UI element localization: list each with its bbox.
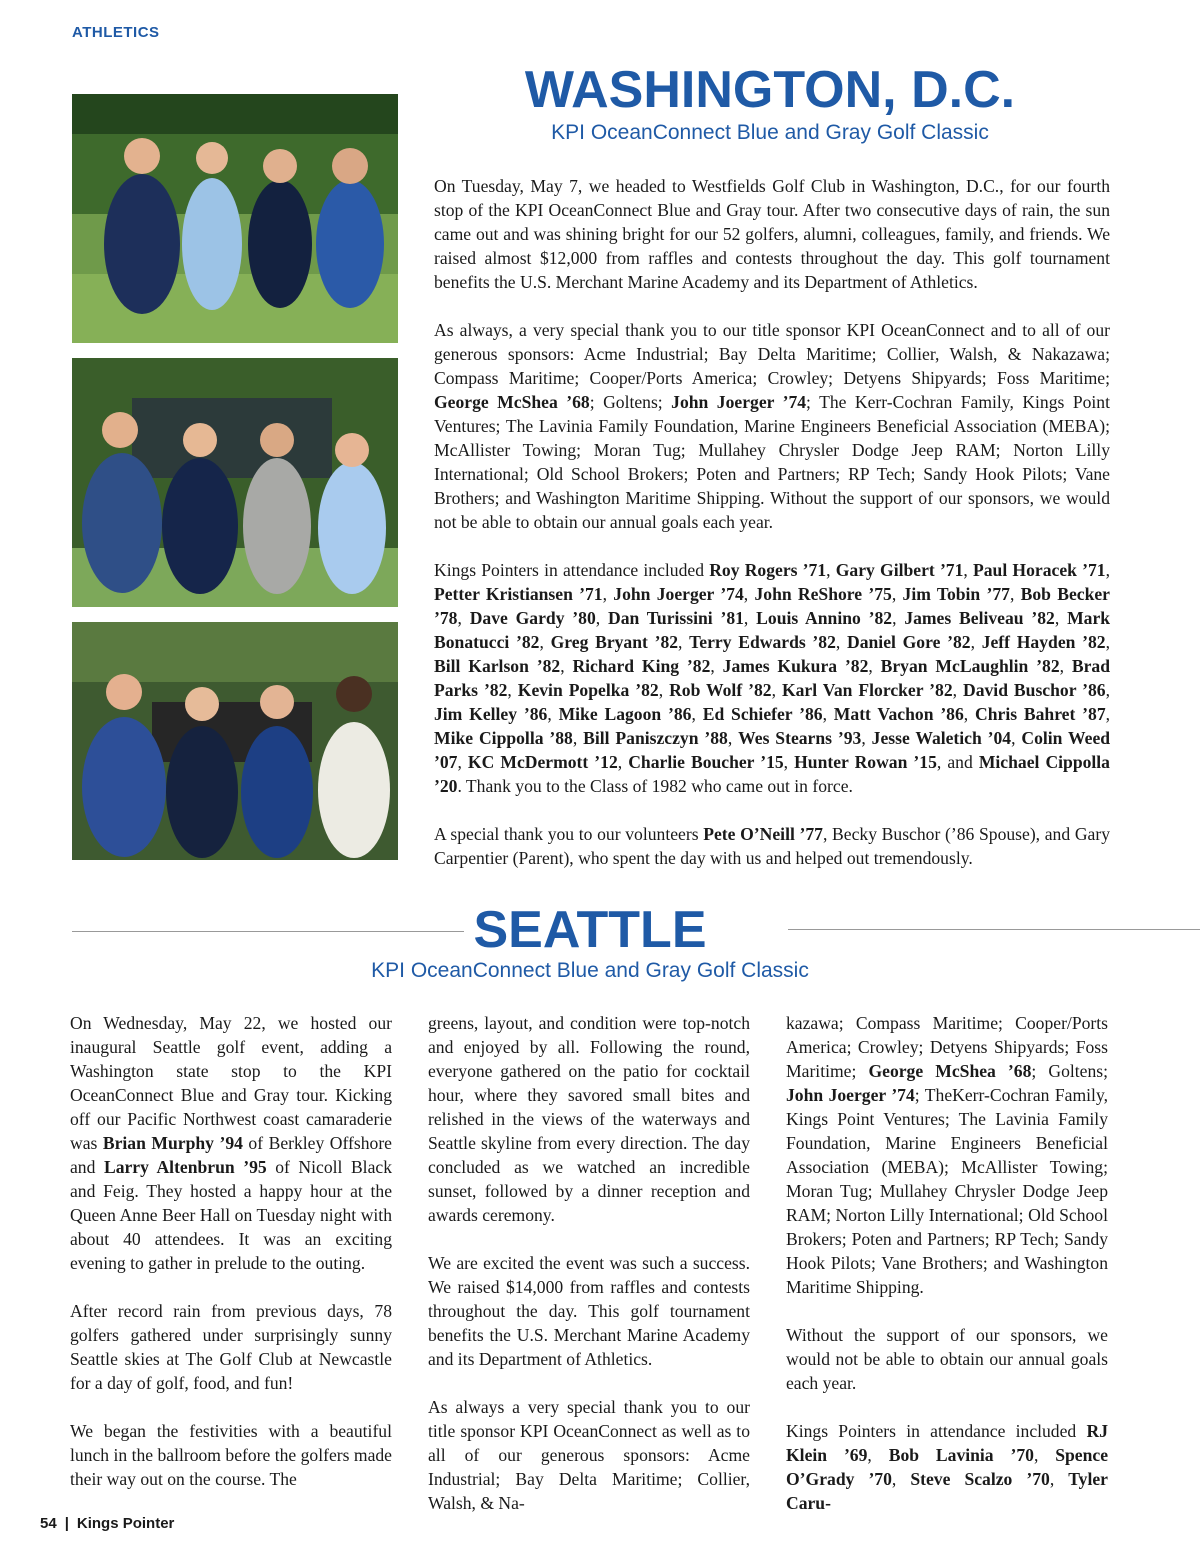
text-run: , <box>507 680 518 700</box>
text-run: , <box>547 704 559 724</box>
name-highlight: Matt Vachon ’86 <box>833 704 964 724</box>
name-highlight: Kevin Popelka ’82 <box>517 680 659 700</box>
text-run: , <box>743 584 755 604</box>
name-highlight: Bob Lavinia ’70 <box>888 1445 1034 1465</box>
text-run: kazawa; Compass Maritime; Cooper/Ports America; Crowley; Detyens Shipyards; Foss Maritime; <box>786 1013 1108 1081</box>
text-run: We are excited the event was such a success. We raised $14,000 from raffles and contests throughout the day. This golf tournament benefits the U.S. Merchant Marine Academy and its Department of Athletics. <box>428 1253 750 1369</box>
text-run: , <box>595 608 608 628</box>
text-run: greens, layout, and condition were top-notch and enjoyed by all. Following the round, everyone gathered on the patio for cocktail hour, where they savored small bites and relished in the views of the waterways and Seattle skyline from every direction. The day concluded as we watched an incredible sunset, followed by a dinner reception and awards ceremony. <box>428 1013 750 1225</box>
page-footer <box>40 1515 174 1532</box>
text-run: , <box>1059 656 1072 676</box>
name-highlight: Roy Rogers ’71 <box>709 560 827 580</box>
text-run: , <box>1009 584 1021 604</box>
name-highlight: Terry Edwards ’82 <box>689 632 836 652</box>
text-run: , <box>822 704 834 724</box>
text-run: As always, a very special thank you to our title sponsor KPI OceanConnect and to all of our generous sponsors: Acme Industrial; Bay Delta Maritime; Collier, Walsh, & Nakazawa; Compass Maritime; Cooper/Ports America; Crowley; Detyens Shipyards; Foss Maritime; <box>434 320 1110 388</box>
text-run: , <box>560 656 573 676</box>
dc-paragraph-2 <box>434 318 1110 534</box>
publication-name: Kings Pointer <box>76 1515 175 1532</box>
name-highlight: Bryan McLaughlin ’82 <box>880 656 1060 676</box>
dc-paragraph-1: On Tuesday, May 7, we headed to Westfields Golf Club in Washington, D.C., for our fourth stop of the KPI OceanConnect Blue and Gray tour. After two consecutive days of rain, the sun came out and was shining bright for our 52 golfers, alumni, colleagues, family, and friends. We raised almost $12,000 from raffles and contests throughout the day. This golf tournament benefits the U.S. Merchant Marine Academy and its Department of Athletics. <box>434 176 1110 292</box>
text-run: , <box>970 632 982 652</box>
dc-paragraph-4 <box>434 822 1110 870</box>
text-run: Kings Pointers in attendance included <box>786 1421 1087 1441</box>
text-run: , <box>892 608 905 628</box>
name-highlight: Steve Scalzo ’70 <box>910 1469 1050 1489</box>
page-number: 54 <box>40 1515 57 1532</box>
column-paragraph <box>70 1011 392 1275</box>
name-highlight: George McShea ’68 <box>434 392 590 412</box>
text-run: , <box>867 1445 889 1465</box>
text-run: , <box>861 728 872 748</box>
text-run: , <box>539 632 551 652</box>
name-highlight: Jim Tobin ’77 <box>902 584 1010 604</box>
text-run: , <box>783 752 795 772</box>
column-paragraph <box>786 1323 1108 1395</box>
text-run: , <box>868 656 881 676</box>
name-highlight: Paul Horacek ’71 <box>973 560 1106 580</box>
text-run: , <box>771 680 782 700</box>
name-highlight: Mike Lagoon ’86 <box>558 704 692 724</box>
text-run: ; Goltens; <box>589 392 672 412</box>
name-highlight: Brian Murphy ’94 <box>102 1133 243 1153</box>
name-highlight: Daniel Gore ’82 <box>847 632 971 652</box>
name-highlight: Jim Kelley ’86 <box>434 704 548 724</box>
column-paragraph <box>786 1011 1108 1299</box>
column-paragraph <box>70 1299 392 1395</box>
name-highlight: Charlie Boucher ’15 <box>628 752 784 772</box>
text-run: , <box>891 1469 911 1489</box>
text-run: Kings Pointers in attendance included <box>434 560 710 580</box>
section-label: ATHLETICS <box>72 24 160 41</box>
footer-separator: | <box>64 1515 69 1532</box>
golfers-photo-2 <box>72 358 398 607</box>
text-run: , <box>602 584 614 604</box>
text-run: , <box>727 728 739 748</box>
text-run: We began the festivities with a beautiful lunch in the ballroom before the golfers made their way out on the course. The <box>70 1421 392 1489</box>
column-paragraph <box>786 1419 1108 1515</box>
dc-title: WASHINGTON, D.C. <box>524 61 1016 119</box>
golfers-photo-1 <box>72 94 398 343</box>
name-highlight: Richard King ’82 <box>572 656 711 676</box>
text-run: , Becky Buschor (’86 Spouse), and Gary Carpentier (Parent), who spent the day with us and helped out tremendously. <box>434 824 1110 868</box>
seattle-column-3 <box>786 1011 1108 1515</box>
name-highlight: David Buschor ’86 <box>963 680 1106 700</box>
name-highlight: Wes Stearns ’93 <box>738 728 862 748</box>
seattle-title: SEATTLE <box>473 901 707 959</box>
text-run: , <box>658 680 670 700</box>
text-run: , <box>710 656 723 676</box>
name-highlight: Bob Becker ’78 <box>434 584 1110 628</box>
text-run: On Wednesday, May 22, we hosted our inaugural Seattle golf event, adding a Washington state stop to the KPI OceanConnect Blue and Gray tour. Kicking off our Pacific Northwest coast camaraderie was <box>70 1013 392 1153</box>
name-highlight: Bill Paniszczyn ’88 <box>583 728 728 748</box>
text-run: , <box>1049 1469 1069 1489</box>
name-highlight: Hunter Rowan ’15 <box>794 752 937 772</box>
text-run: , <box>963 560 974 580</box>
dc-subtitle: KPI OceanConnect Blue and Gray Golf Classic <box>551 121 989 144</box>
name-highlight: KC McDermott ’12 <box>467 752 618 772</box>
text-run: , <box>457 608 470 628</box>
name-highlight: Chris Bahret ’87 <box>975 704 1106 724</box>
name-highlight: Jesse Waletich ’04 <box>871 728 1012 748</box>
name-highlight: John Joerger ’74 <box>613 584 744 604</box>
name-highlight: Michael Cippolla ’20 <box>434 752 1110 796</box>
name-highlight: John Joerger ’74 <box>786 1085 915 1105</box>
name-highlight: Petter Kristiansen ’71 <box>434 584 603 604</box>
text-run: , <box>1011 728 1022 748</box>
text-run: , <box>835 632 848 652</box>
name-highlight: Pete O’Neill ’77 <box>703 824 823 844</box>
dc-article <box>434 174 1110 870</box>
text-run: of Berkley Offshore and <box>70 1133 392 1177</box>
text-run: A special thank you to our volunteers <box>434 824 704 844</box>
name-highlight: John ReShore ’75 <box>754 584 892 604</box>
text-run: As always a very special thank you to our title sponsor KPI OceanConnect as well as to all of our generous sponsors: Acme Industrial; Bay Delta Maritime; Collier, Walsh, & Na- <box>428 1397 750 1513</box>
text-run: , <box>963 704 976 724</box>
name-highlight: Louis Annino ’82 <box>756 608 893 628</box>
text-run: , <box>1105 704 1111 724</box>
text-run: , <box>691 704 703 724</box>
text-run: , <box>826 560 836 580</box>
name-highlight: Colin Weed ’07 <box>434 728 1111 772</box>
text-run: , <box>1054 608 1068 628</box>
text-run: of Nicoll Black and Feig. They hosted a happy hour at the Queen Anne Beer Hall on Tuesday night with about 40 attendees. It was an exciting evening to gather in prelude to the outing. <box>70 1157 392 1273</box>
text-run: , <box>1105 632 1110 652</box>
text-run: ; Goltens; <box>1031 1061 1108 1081</box>
name-highlight: Mike Cippolla ’88 <box>434 728 573 748</box>
name-highlight: John Joerger ’74 <box>671 392 807 412</box>
golfers-photo-3 <box>72 622 398 860</box>
name-highlight: Larry Altenbrun ’95 <box>103 1157 267 1177</box>
text-run: , <box>457 752 468 772</box>
divider-left <box>72 931 464 932</box>
column-paragraph <box>428 1251 750 1371</box>
dc-paragraph-3 <box>434 558 1110 798</box>
column-paragraph <box>70 1419 392 1491</box>
name-highlight: Dan Turissini ’81 <box>608 608 744 628</box>
text-run: , <box>743 608 757 628</box>
name-highlight: Rob Wolf ’82 <box>669 680 772 700</box>
name-highlight: Brad Parks ’82 <box>434 656 1111 700</box>
seattle-column-1 <box>70 1011 392 1491</box>
text-run: . Thank you to the Class of 1982 who came out in force. <box>457 776 853 796</box>
name-highlight: George McShea ’68 <box>868 1061 1032 1081</box>
text-run: , <box>572 728 584 748</box>
text-run: , <box>891 584 903 604</box>
name-highlight: Bill Karlson ’82 <box>434 656 561 676</box>
seattle-subtitle: KPI OceanConnect Blue and Gray Golf Classic <box>371 959 809 982</box>
name-highlight: James Kukura ’82 <box>722 656 869 676</box>
name-highlight: RJ Klein ’69 <box>786 1421 1108 1465</box>
text-run: ; The Kerr-Cochran Family, Kings Point Ventures; The Lavinia Family Foundation, Marine Engineers Beneficial Association (MEBA); McAllister Towing; Moran Tug; Mullahey Chrysler Dodge Jeep RAM; Norton Lilly International; Old School Brokers; Poten and Partners; RP Tech; Sandy Hook Pilots; Vane Brothers; and Washington Maritime Shipping. Without the support of our sponsors, we would not be able to obtain our annual goals each year. <box>434 392 1110 532</box>
name-highlight: Dave Gardy ’80 <box>469 608 596 628</box>
name-highlight: Tyler Caru- <box>786 1469 1108 1513</box>
name-highlight: Ed Schiefer ’86 <box>702 704 823 724</box>
name-highlight: Spence O’Grady ’70 <box>786 1445 1109 1489</box>
column-paragraph <box>428 1395 750 1515</box>
name-highlight: James Beliveau ’82 <box>904 608 1055 628</box>
text-run: , <box>1105 560 1110 580</box>
text-run: , <box>678 632 690 652</box>
text-run: , <box>1033 1445 1056 1465</box>
name-highlight: Gary Gilbert ’71 <box>835 560 964 580</box>
seattle-column-2 <box>428 1011 750 1515</box>
name-highlight: Mark Bonatucci ’82 <box>434 608 1111 652</box>
name-highlight: Greg Bryant ’82 <box>550 632 679 652</box>
text-run: , and <box>936 752 979 772</box>
column-paragraph <box>428 1011 750 1227</box>
divider-right <box>788 929 1200 930</box>
text-run: After record rain from previous days, 78 golfers gathered under surprisingly sunny Seattle skies at The Golf Club at Newcastle for a day of golf, food, and fun! <box>70 1301 392 1393</box>
name-highlight: Jeff Hayden ’82 <box>981 632 1106 652</box>
text-run: Without the support of our sponsors, we would not be able to obtain our annual goals each year. <box>786 1325 1108 1393</box>
text-run: , <box>617 752 629 772</box>
name-highlight: Karl Van Florcker ’82 <box>781 680 953 700</box>
text-run: , <box>1105 680 1110 700</box>
text-run: , <box>952 680 963 700</box>
text-run: ; TheKerr-Cochran Family, Kings Point Ventures; The Lavinia Family Foundation, Marine Engineers Beneficial Association (MEBA); McAllister Towing; Moran Tug; Mullahey Chrysler Dodge Jeep RAM; Norton Lilly International; Old School Brokers; Poten and Partners; RP Tech; Sandy Hook Pilots; Vane Brothers; and Washington Maritime Shipping. <box>786 1085 1108 1297</box>
